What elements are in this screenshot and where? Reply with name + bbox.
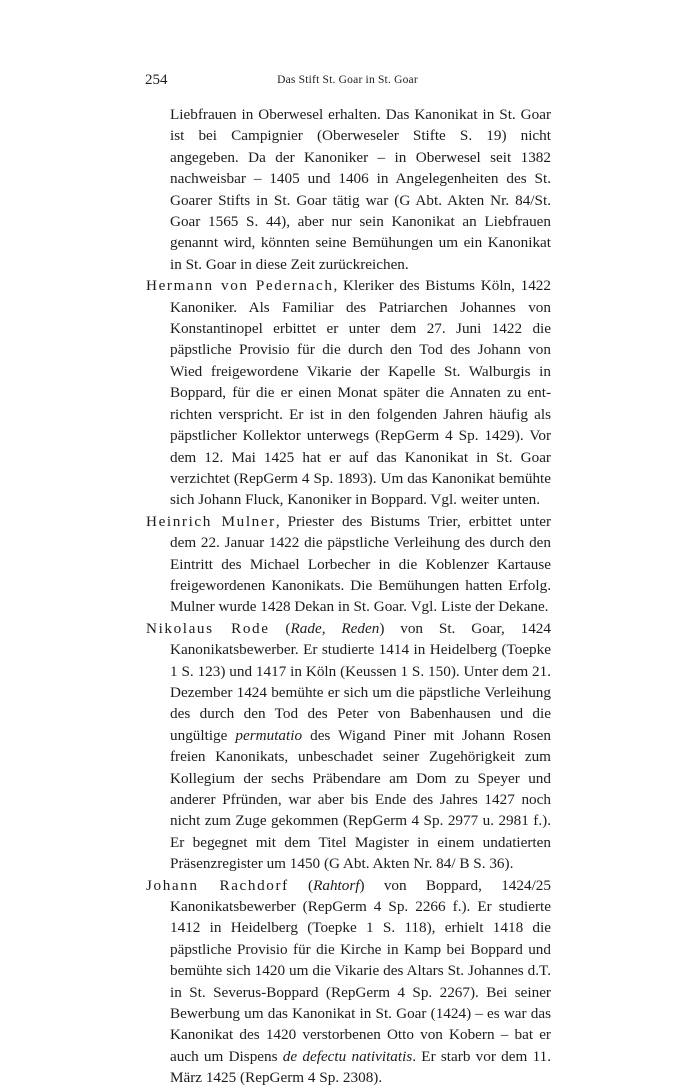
entry-paragraph — [146, 275, 551, 510]
entry-text: ( — [269, 619, 291, 637]
entry-text: . Er starb vor dem 11. März 1425 (RepGerm 4 Sp. 2308). — [170, 1047, 552, 1087]
person-name: Johann Rachdorf — [146, 876, 289, 894]
person-name: Hermann von Pedernach — [146, 277, 334, 295]
italic-text: Rade, Reden — [290, 619, 380, 637]
continuation-paragraph: Liebfrauen in Oberwesel erhalten. Das Kanonikat in St. Goar ist bei Campignier (Oberweseler Stifte S. 19) nicht angegeben. Da der Kanoniker – in Oberwesel seit 1382 nachweisbar – 1405 und 1406 in Angelegenheiten des St. Goarer Stifts in St. Goar tätig war (G Abt. Akten Nr. 84/St. Goar 1565 S. 44), aber nur sein Kanonikat an Liebfrauen genannt wird, könnten seine Bemühungen um ein Kanonikat in St. Goar in diese Zeit zurückreichen. — [170, 106, 551, 273]
entry-text: , Kleriker des Bistums Köln, 1422 Kanoniker. Als Familiar des Patriarchen Johannes von Konstantinopel erbittet er unter dem 27. Juni 1422 die päpstliche Provisio für die durch den Tod des Johann von Wied freigewordene Vikarie der Kapelle St. Walburgis in Boppard, für die er einen Monat später die Annaten zu entrichten verspricht. Er ist in den folgenden Jahren häufig als päpstlicher Kollektor unterwegs (RepGerm 4 Sp. 1429). Vor dem 12. Mai 1425 hat er auf das Kanonikat in St. Goar verzichtet (RepGerm 4 Sp. 1893). Um das Kanonikat bemühte sich Johann Fluck, Kanoniker in Boppard. Vgl. weiter unten. — [170, 277, 551, 509]
entry-text: des Wigand Piner mit Johann Rosen freien Kanonikats, unbeschadet seiner Zugehörigkeit zum Kollegium der sechs Präbendare am Dom zu Speyer und anderer Pfründen, war aber bis Ende des Jahres 1427 noch nicht zum Zuge gekommen (RepGerm 4 Sp. 2977 u. 2981 f.). Er begegnet mit dem Titel Magister in einem undatierten Präsenzregister um 1450 (G Abt. Akten Nr. 84/ B S. 36). — [170, 726, 551, 873]
page-number: 254 — [145, 72, 168, 88]
person-name: Nikolaus Rode — [146, 619, 270, 637]
entry-list — [146, 275, 551, 1088]
person-name: Heinrich Mulner — [146, 512, 276, 530]
entry-paragraph — [146, 511, 551, 618]
italic-text: Rahtorf — [313, 876, 360, 894]
italic-text: permutatio — [235, 726, 303, 744]
entry-text: ( — [288, 876, 314, 894]
italic-text: de defectu nativitatis — [282, 1047, 413, 1065]
page-body — [146, 104, 551, 1089]
entry-text: ) von St. Goar, 1424 Kanonikatsbewerber. Er studierte 1414 in Heidelberg (Toepke 1 S. 123) und 1417 in Köln (Keussen 1 S. 150). Unter dem 21. Dezember 1424 bemühte er sich um die päpstliche Verleihung des durch den Tod des Peter von Babenhausen und die ungültige — [170, 619, 551, 744]
entry-paragraph — [146, 618, 551, 875]
page-header — [145, 72, 550, 92]
entry-text: , Priester des Bistums Trier, erbittet unter dem 22. Januar 1422 die päpstliche Verleihung des durch den Eintritt des Michael Lorbecher in die Koblenzer Kartause freigewordenen Kanonikats. Die Bemühungen hatten Erfolg. Mulner wurde 1428 Dekan in St. Goar. Vgl. Liste der Dekane. — [170, 512, 551, 616]
entry-paragraph — [146, 875, 551, 1089]
running-title: Das Stift St. Goar in St. Goar — [277, 74, 418, 86]
entry-text: ) von Boppard, 1424/25 Kanonikatsbewerber (RepGerm 4 Sp. 2266 f.). Er studierte 1412 in Heidelberg (Toepke 1 S. 118), erhielt 1418 die päpstliche Provisio für die Kirche in Kamp bei Boppard und bemühte sich 1420 um die Vikarie des Altars St. Johannes d.T. in St. Severus-Boppard (RepGerm 4 Sp. 2267). Bei seiner Bewerbung um das Kanonikat in St. Goar (1424) – es war das Kanonikat des 1420 verstorbenen Otto von Kobern – bat er auch um Dispens — [170, 876, 551, 1065]
